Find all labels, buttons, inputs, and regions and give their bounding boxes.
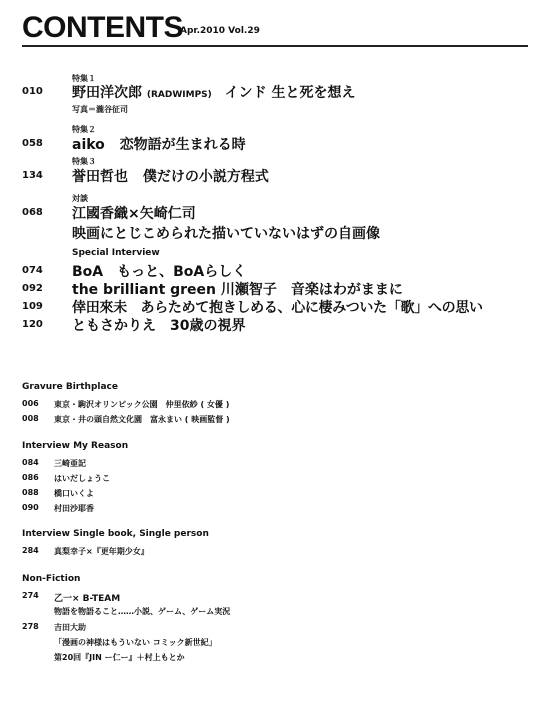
- feature-title: [72, 134, 246, 154]
- feature-label: 特集３: [72, 157, 96, 166]
- special-title: ともさかりえ 30歳の視界: [72, 318, 246, 334]
- page-number: 092: [22, 283, 43, 294]
- page-number: 134: [22, 170, 43, 181]
- feature-label: 特集２: [72, 125, 96, 134]
- item-text: 真梨幸子×『更年期少女』: [54, 547, 149, 556]
- page-number: 084: [22, 458, 39, 467]
- section-title-singlebook: Interview Single book, Single person: [22, 529, 209, 539]
- item-note: 「漫画の神様はもういない コミック新世紀」: [54, 638, 217, 647]
- page-number: 058: [22, 138, 43, 149]
- feature-subtitle: 僕だけの小説方程式: [142, 169, 269, 185]
- feature-label: 特集１: [72, 74, 96, 83]
- page-number: 068: [22, 207, 43, 218]
- section-title-gravure: Gravure Birthplace: [22, 382, 118, 392]
- section-title-reason: Interview My Reason: [22, 441, 129, 451]
- feature-name: 野田洋次郎: [72, 85, 142, 101]
- page-number: 109: [22, 301, 43, 312]
- item-text: 吉田大助: [54, 623, 86, 632]
- page-number: 088: [22, 488, 39, 497]
- item-text: 橋口いくよ: [54, 489, 94, 498]
- item-text: はいだしょうこ: [54, 474, 110, 483]
- page-title: CONTENTS: [22, 11, 183, 44]
- issue-label: Apr.2010 Vol.29: [180, 26, 260, 36]
- page-number: 278: [22, 622, 39, 631]
- page-number: 284: [22, 546, 39, 555]
- feature-subtitle: インド 生と死を想え: [224, 85, 356, 101]
- item-text: 東京・駒沢オリンピック公園 仲里依紗 ( 女優 ): [54, 400, 230, 409]
- page-number: 006: [22, 399, 39, 408]
- photo-credit: 写真＝瀧谷征司: [72, 105, 128, 114]
- special-title: 倖田來未 あらためて抱きしめる、心に棲みついた「歌」への思い: [72, 300, 483, 316]
- item-note: 第20回『JIN ー仁ー』＋村上もとか: [54, 653, 185, 662]
- feature-name: 誉田哲也: [72, 169, 128, 185]
- item-text: 村田沙耶香: [54, 504, 94, 513]
- feature-subtitle: 映画にとじこめられた描いていないはずの自画像: [72, 226, 380, 242]
- page-number: 086: [22, 473, 39, 482]
- feature-name-suffix: (RADWIMPS): [146, 90, 212, 100]
- page-number: 010: [22, 86, 43, 97]
- feature-title: [72, 166, 269, 186]
- item-text: 東京・井の頭自然文化園 富永まい ( 映画監督 ): [54, 415, 230, 424]
- title-rule: [22, 45, 528, 47]
- special-title: BoA もっと、BoAらしく: [72, 264, 247, 280]
- feature-title: [72, 82, 356, 102]
- special-title: the brilliant green 川瀬智子 音楽はわがままに: [72, 282, 403, 298]
- page-number: 274: [22, 591, 39, 600]
- page-number: 090: [22, 503, 39, 512]
- item-text: 乙一× B-TEAM: [54, 594, 121, 604]
- section-title-nonfiction: Non-Fiction: [22, 574, 81, 584]
- feature-subtitle: 恋物語が生まれる時: [119, 137, 246, 153]
- page-number: 120: [22, 319, 43, 330]
- feature-title: 江國香織×矢崎仁司: [72, 206, 196, 222]
- item-note: 物語を物語ること……小説、ゲーム、ゲーム実況: [54, 607, 231, 616]
- page-number: 008: [22, 414, 39, 423]
- page-number: 074: [22, 265, 43, 276]
- feature-label: 対談: [72, 194, 88, 203]
- feature-name: aiko: [72, 137, 105, 153]
- special-interview-label: Special Interview: [72, 248, 160, 258]
- item-text: 三崎亜記: [54, 459, 86, 468]
